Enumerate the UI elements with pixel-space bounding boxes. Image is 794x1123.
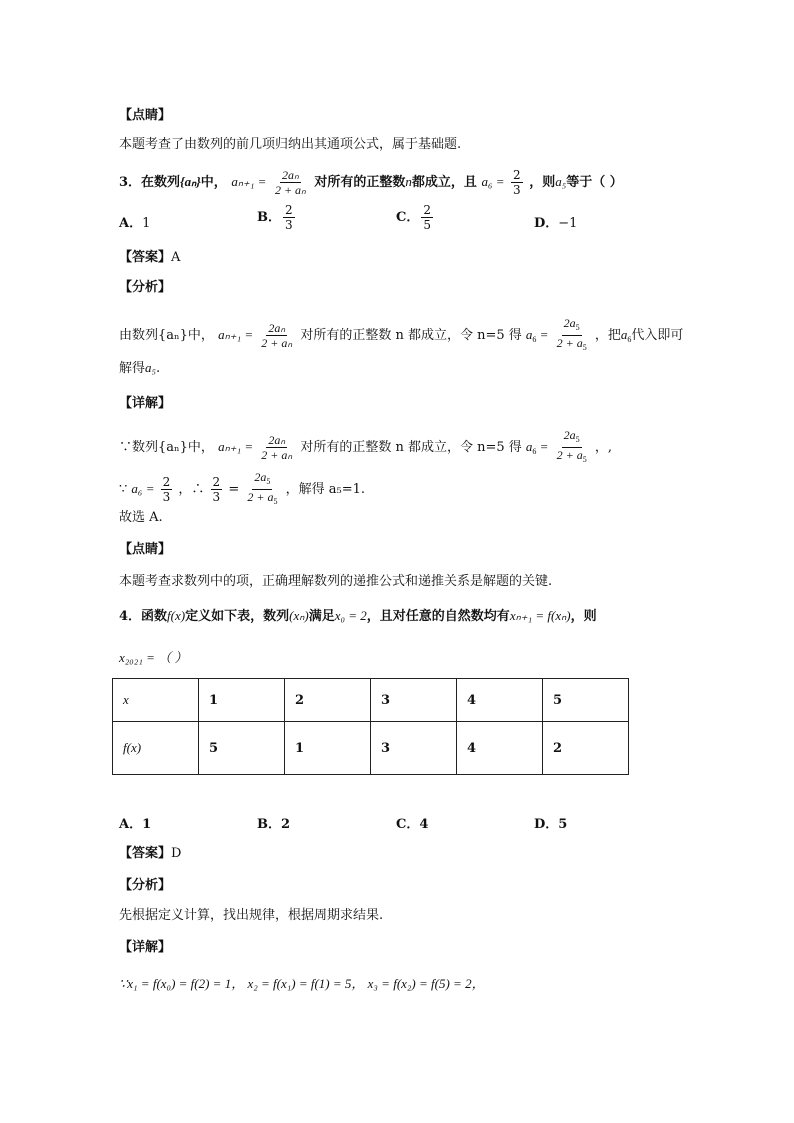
q3-detail-line2: ∵ a₆ = $\frac{2}{3}$ ，∴ $\frac{2}{3}$ = $\frac{2a_5}{2 + a_5}$ ，解得 a₅=1. xyxy=(119,470,366,506)
table-cell: 5 xyxy=(543,679,629,722)
q4-analysis-text: 先根据定义计算，找出规律，根据周期求结果. xyxy=(119,908,384,923)
q3-dianjing-heading: 【点睛】 xyxy=(119,542,172,557)
table-cell: 5 xyxy=(199,722,285,775)
q3-option-c: C． $\frac{2}{5}$ xyxy=(396,203,431,232)
q4-analysis-heading: 【分析】 xyxy=(119,878,172,893)
table-head-x: x xyxy=(113,679,199,722)
q3-detail-line1: ∵数列{aₙ}中， aₙ₊₁ = $\frac{\text{2aₙ}}{\text{2 + aₙ}}$ 对所有的正整数 n 都成立，令 n=5 得 $a_6$ = $\frac{2a_5}{2 + a_5}$ ，, xyxy=(119,428,612,464)
q4-stem-line2: x₂₀₂₁ = （ ） xyxy=(119,650,188,665)
table-cell: 4 xyxy=(457,679,543,722)
dianjing-heading: 【点睛】 xyxy=(119,108,172,123)
q3-a6-frac: $\frac{2}{3}$ xyxy=(513,168,521,197)
table-cell: 2 xyxy=(543,722,629,775)
q3-stem: 3．在数列{aₙ}中， aₙ₊₁ = $\frac{\text{2aₙ}}{\text{2 + aₙ}}$ 对所有的正整数n都成立，且 a₆ = $\frac{2}{3}$ ，则a₅等于（ ） xyxy=(119,168,623,197)
q4-answer: 【答案】D xyxy=(119,846,182,861)
dianjing-text: 本题考查了由数列的前几项归纳出其通项公式，属于基础题. xyxy=(119,137,462,152)
q3-detail-heading: 【详解】 xyxy=(119,396,172,411)
q3-analysis-heading: 【分析】 xyxy=(119,280,172,295)
q4-option-d: D．5 xyxy=(534,817,568,832)
table-row xyxy=(113,722,629,775)
table-head-fx: f(x) xyxy=(113,722,199,775)
q3-option-b: B． $\frac{2}{3}$ xyxy=(257,203,293,232)
q4-option-a: A．1 xyxy=(119,817,152,832)
table-cell: 3 xyxy=(371,722,457,775)
table-cell: 2 xyxy=(285,679,371,722)
q3-conclusion: 故选 A. xyxy=(119,510,163,525)
q3-dianjing-text: 本题考查求数列中的项，正确理解数列的递推公式和递推关系是解题的关键. xyxy=(119,574,553,589)
table-cell: 3 xyxy=(371,679,457,722)
table-row xyxy=(113,679,629,722)
q4-detail-line: ∵x₁ = f(x₀) = f(2) = 1， x₂ = f(x₁) = f(1) = 5， x₃ = f(x₂) = f(5) = 2， xyxy=(119,976,485,991)
q3-answer: 【答案】A xyxy=(119,250,181,265)
q4-option-c: C．4 xyxy=(396,817,429,832)
q4-detail-heading: 【详解】 xyxy=(119,940,172,955)
q3-option-d: D．−1 xyxy=(534,216,578,231)
q4-stem-line1: 4．函数f(x)定义如下表，数列(xₙ)满足x₀ = 2，且对任意的自然数均有xₙ₊₁ = f(xₙ)，则 xyxy=(119,608,597,624)
q3-analysis-line1: 由数列{aₙ}中， aₙ₊₁ = $\frac{\text{2aₙ}}{\text{2 + aₙ}}$ 对所有的正整数 n 都成立，令 n=5 得 $a_6$ = $\frac{2a_5}{2 + a_5}$ ，把$a_6$代入即可 xyxy=(119,316,684,352)
q3-rec-frac: $\frac{\text{2aₙ}}{\text{2 + aₙ}}$ xyxy=(274,168,306,197)
q3-option-a: A．1 xyxy=(119,216,151,231)
q4-option-b: B．2 xyxy=(257,817,291,832)
table-cell: 1 xyxy=(285,722,371,775)
table-cell: 4 xyxy=(457,722,543,775)
q3-analysis-line2: 解得a₅. xyxy=(119,360,161,376)
function-table xyxy=(112,678,629,775)
table-cell: 1 xyxy=(199,679,285,722)
